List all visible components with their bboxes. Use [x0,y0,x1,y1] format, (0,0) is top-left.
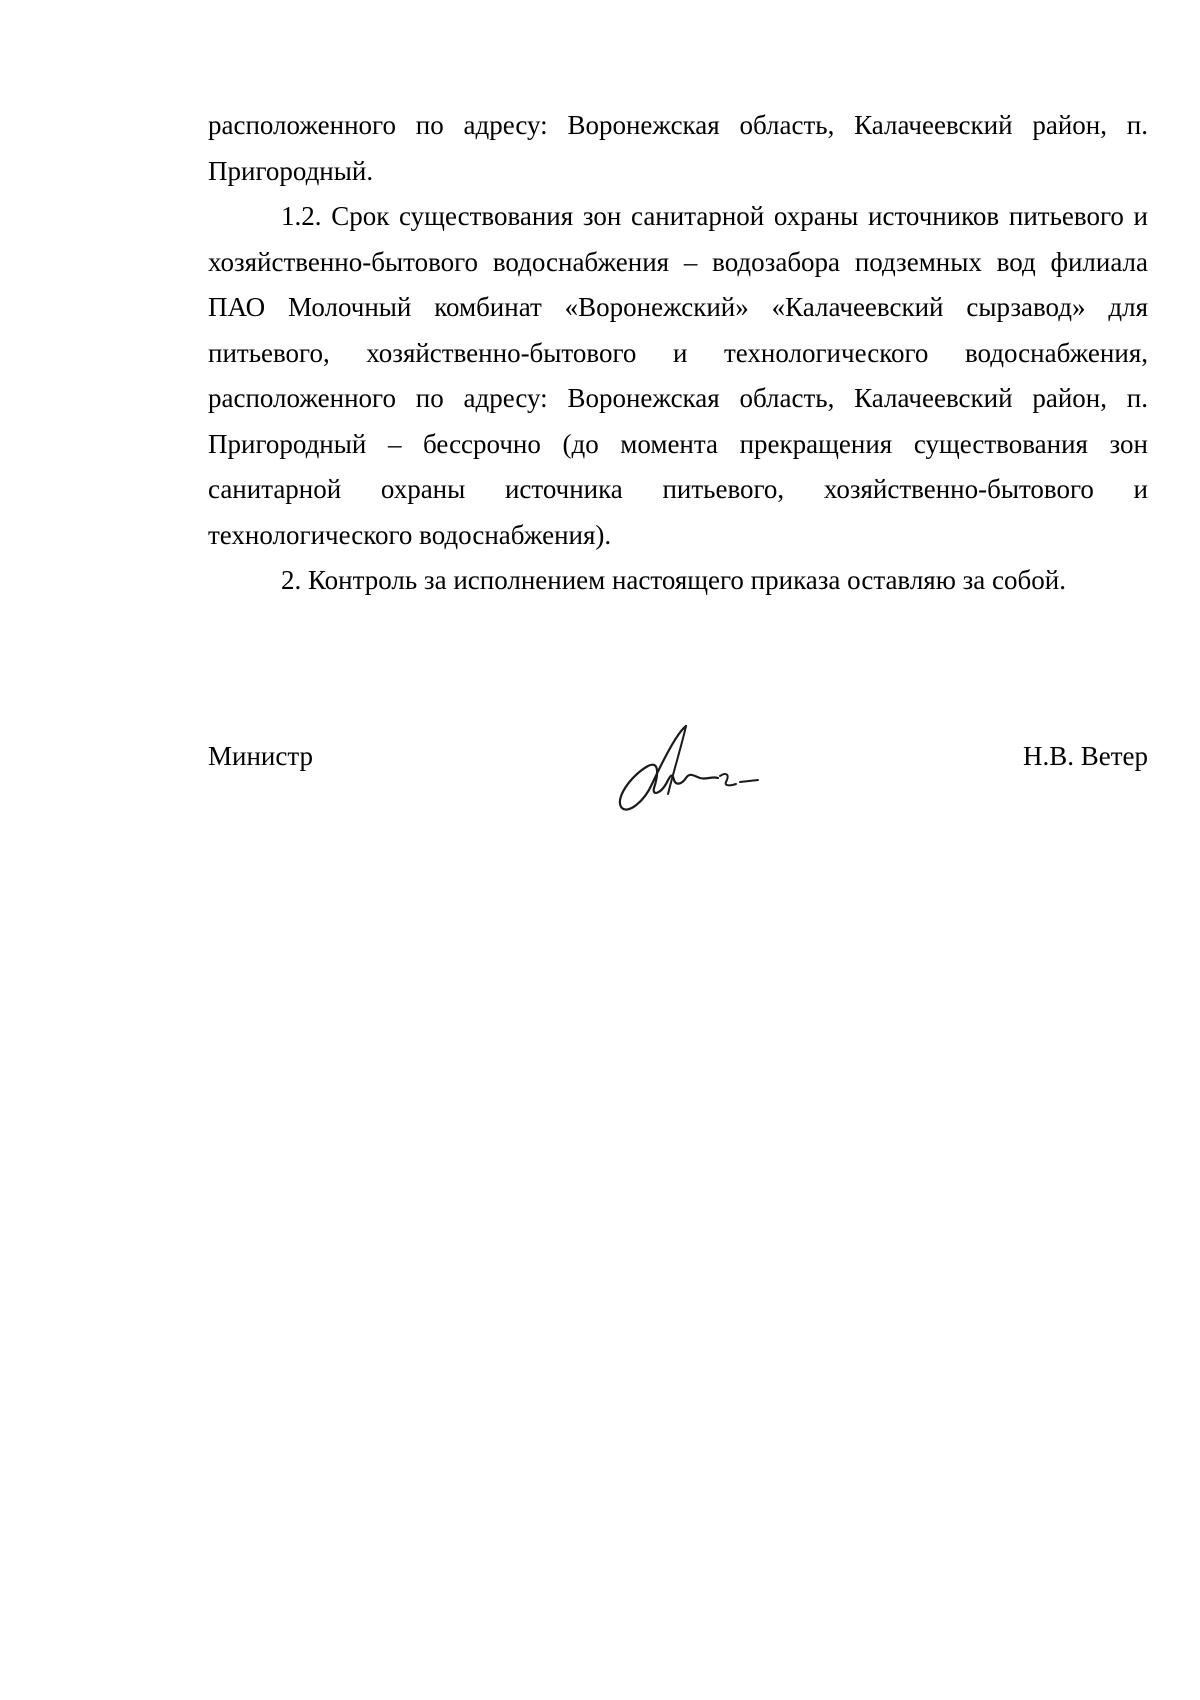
paragraph-address-continuation [208,103,1148,149]
signatory-name: Н.В. Ветер [1022,741,1148,771]
signature-block [208,734,1148,794]
paragraph-1-2: 1.2. Срок существования зон санитарной охраны источников питьевого и хозяйственно-бытового водоснабжения – водозабора подземных вод филиала ПАО Молочный комбинат «Воронежский» «Калачеевский сырзавод» для питьевого, хозяйственно-бытового и технологического водоснабжения, расположенного по адресу: Воронежская область, Калачеевский район, п. Пригородный – бессрочно (до момента прекращения существования зон санитарной охраны источника питьевого, хозяйственно-бытового и технологического водоснабжения). [208,201,1148,550]
paragraph-2: 2. Контроль за исполнением настоящего приказа оставляю за собой. [281,565,1066,595]
handwritten-signature [608,714,768,824]
paragraph-address-end [208,149,1148,195]
paragraph-line: Пригородный. [208,155,374,186]
signatory-title: Министр [208,741,313,771]
paragraph-line: расположенного по адресу: Воронежская область, Калачеевский район, п. [208,110,1148,140]
document-body [208,103,1148,604]
